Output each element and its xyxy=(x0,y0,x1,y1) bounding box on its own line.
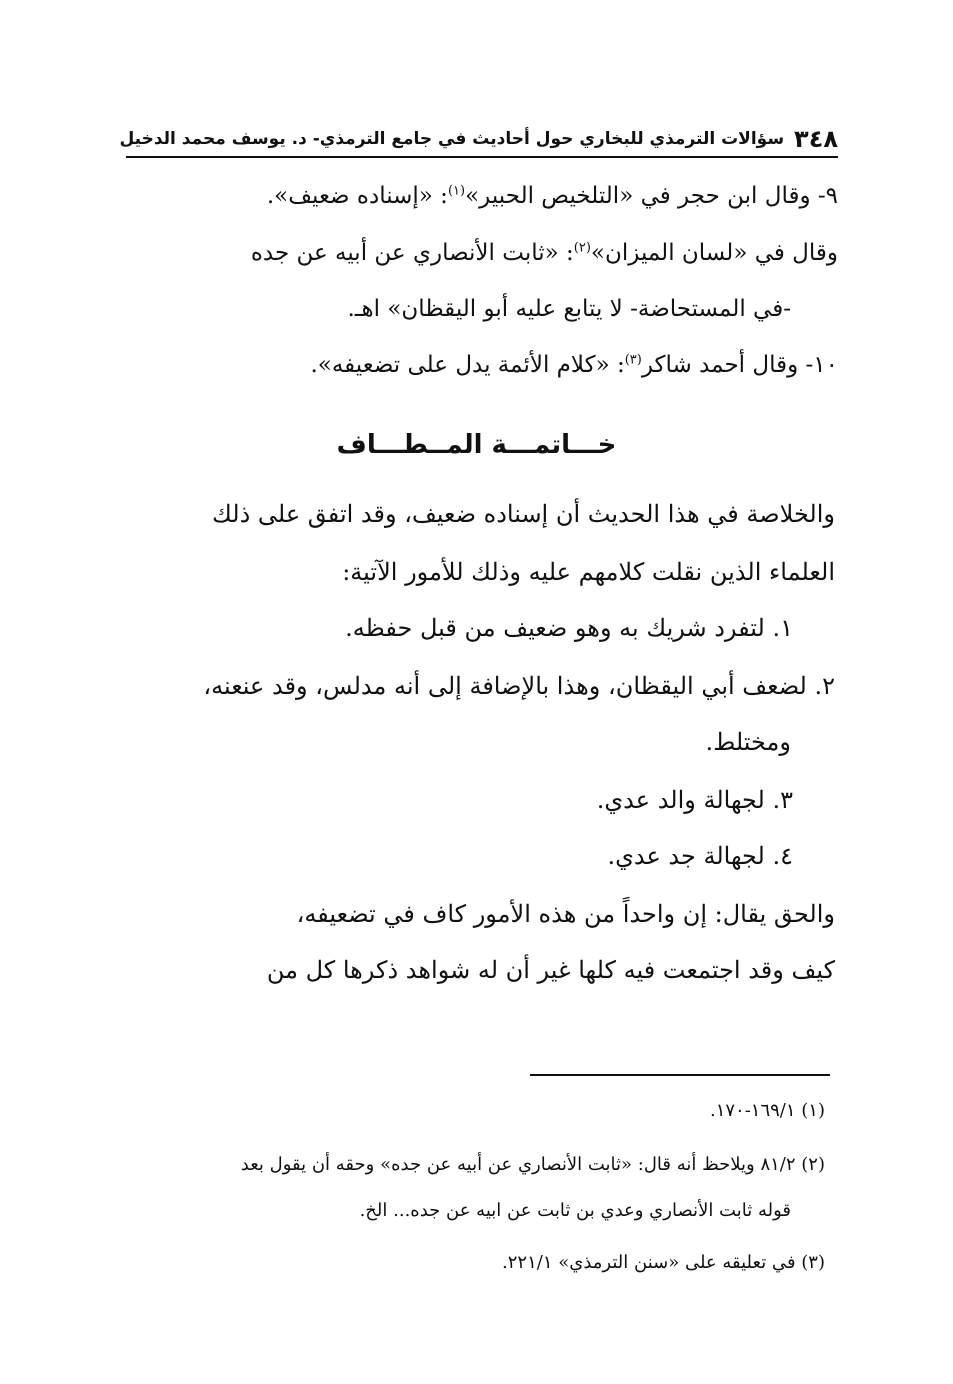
footnote-3: (٣) في تعليقه على «سنن الترمذي» ٢٢١/١. xyxy=(502,1252,825,1273)
footnote-1: (١) ١٦٩/١-١٧٠. xyxy=(709,1100,825,1121)
page-header xyxy=(119,122,838,158)
lisan-quote: : «ثابت الأنصاري عن أبيه عن جده xyxy=(250,240,574,266)
text-line-mustahada xyxy=(347,296,791,322)
list-item-3: ٣. لجهالة والد عدي. xyxy=(596,786,793,814)
line-10-quote: : «كلام الأئمة يدل على تضعيفه». xyxy=(310,352,625,378)
body-line-2: العلماء الذين نقلت كلامهم عليه وذلك للأمور الآتية: xyxy=(342,558,835,586)
running-title: سؤالات الترمذي للبخاري حول أحاديث في جامع الترمذي- د. يوسف محمد الدخيل xyxy=(119,129,785,149)
list-item-1: ١. لتفرد شريك به وهو ضعيف من قبل حفظه. xyxy=(345,614,793,642)
body-line-1: والخلاصة في هذا الحديث أن إسناده ضعيف، وقد اتفق على ذلك xyxy=(212,500,835,528)
text-line-10 xyxy=(310,352,838,378)
line-9-text: ٩- وقال ابن حجر في «التلخيص الحبير» xyxy=(465,183,838,209)
line-10-text: ١٠- وقال أحمد شاكر xyxy=(641,352,838,378)
lisan-text: وقال في «لسان الميزان» xyxy=(590,240,838,266)
footnote-2: (٢) ٨١/٢ ويلاحظ أنه قال: «ثابت الأنصاري عن أبيه عن جده» وحقه أن يقول بعد xyxy=(240,1154,825,1175)
text-line-9 xyxy=(267,183,838,209)
text-line-lisan xyxy=(251,240,838,266)
body-line-4: كيف وقد اجتمعت فيه كلها غير أن له شواهد ذكرها كل من xyxy=(266,956,835,984)
body-line-3: والحق يقال: إن واحداً من هذه الأمور كاف في تضعيفه، xyxy=(296,900,835,928)
footnote-ref-1: (١) xyxy=(447,183,466,199)
footnote-separator xyxy=(530,1074,830,1076)
page-number: ٣٤٨ xyxy=(794,125,838,153)
footnote-ref-2: (٢) xyxy=(573,240,591,256)
list-item-2: ٢. لضعف أبي اليقظان، وهذا بالإضافة إلى أنه مدلس، وقد عنعنه، xyxy=(203,672,835,700)
list-item-4: ٤. لجهالة جد عدي. xyxy=(607,842,793,870)
footnote-ref-3: (٣) xyxy=(624,352,642,368)
line-9-quote: : «إسناده ضعيف». xyxy=(266,183,448,209)
list-item-2-cont: ومختلط. xyxy=(705,728,791,756)
footnote-2-cont: قوله ثابت الأنصاري وعدي بن ثابت عن ابيه عن جده... الخ. xyxy=(359,1200,791,1221)
mustahada-text: -في المستحاضة- لا يتابع عليه أبو اليقظان» اهـ. xyxy=(347,296,791,322)
section-heading: خـــاتمـــة المــطـــاف xyxy=(336,430,617,460)
